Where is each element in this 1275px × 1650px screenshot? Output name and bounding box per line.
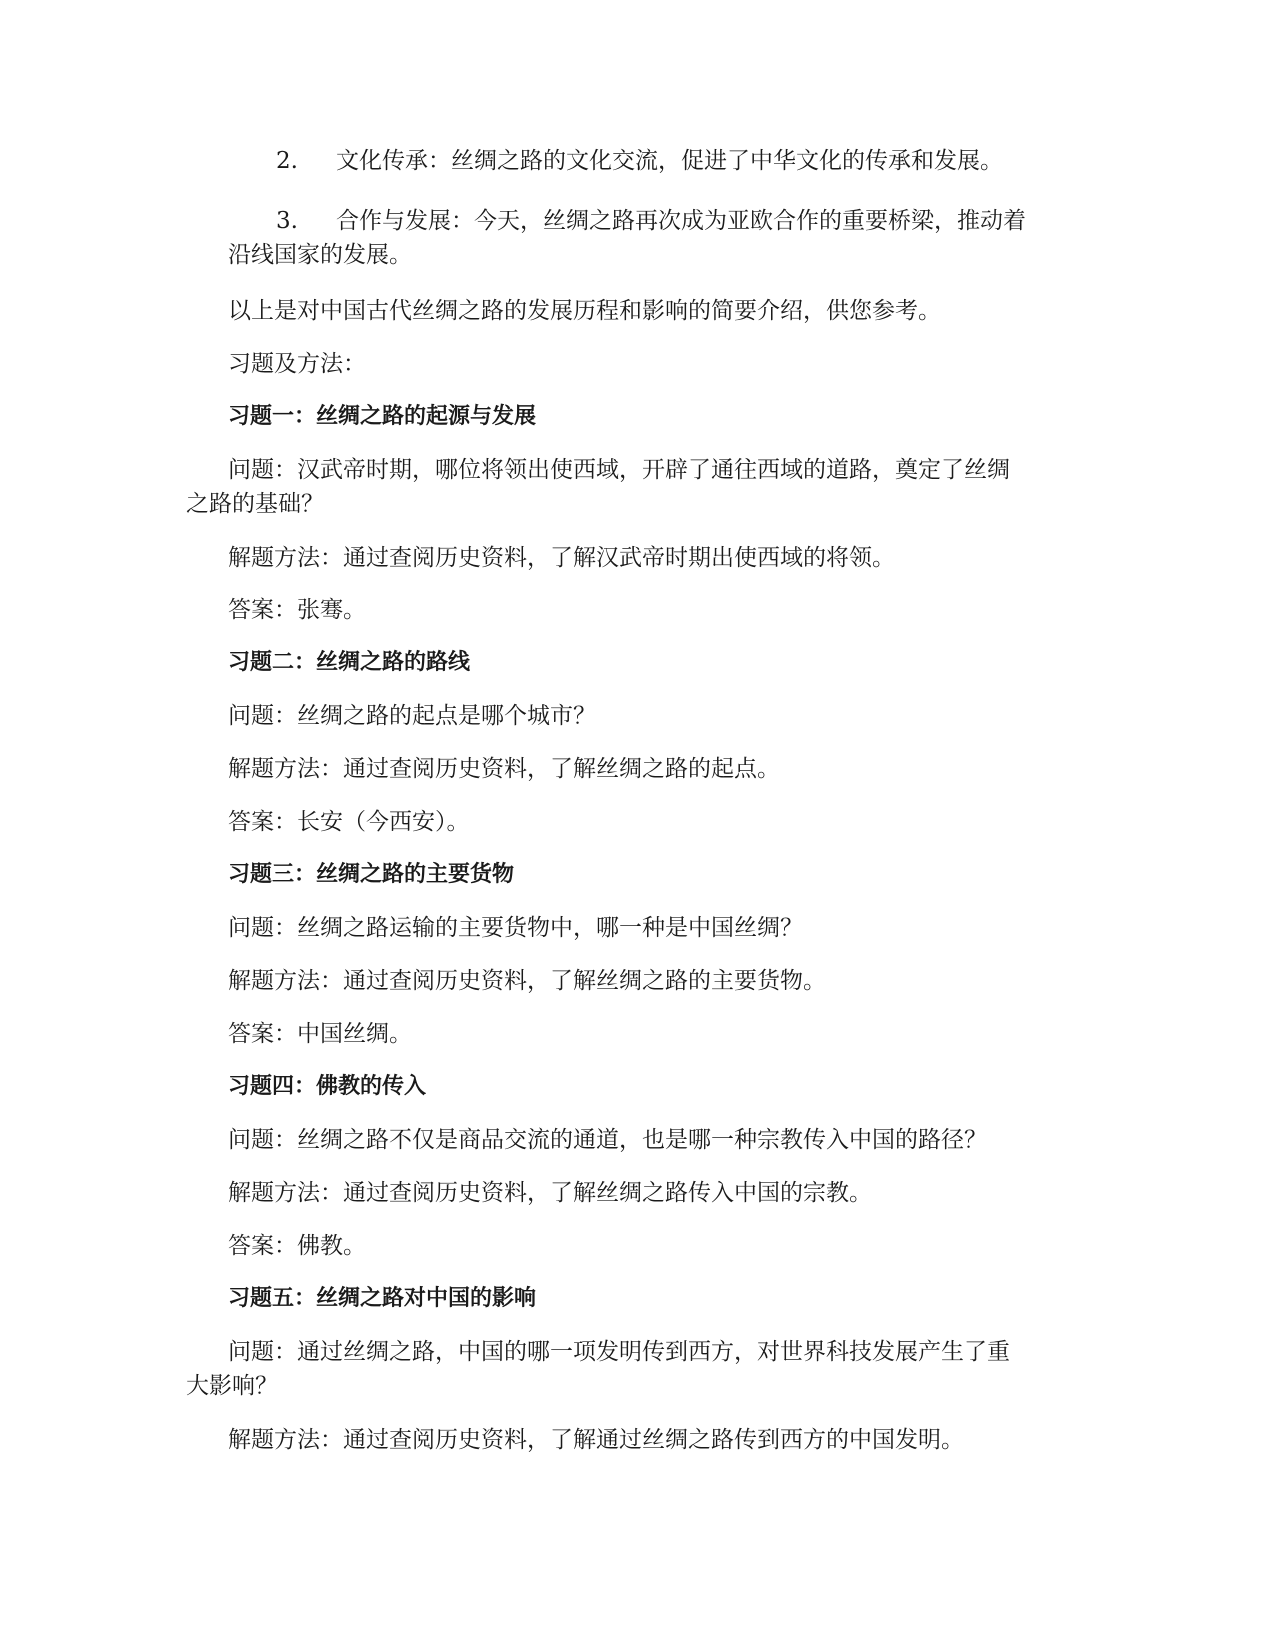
exercise-question: 问题：丝绸之路不仅是商品交流的通道，也是哪一种宗教传入中国的路径？ bbox=[228, 1127, 987, 1153]
exercise-question-cont: 之路的基础？ bbox=[186, 491, 324, 517]
exercise-method: 解题方法：通过查阅历史资料，了解汉武帝时期出使西域的将领。 bbox=[228, 545, 895, 571]
list-number: 3. bbox=[276, 208, 298, 234]
list-item-text: 文化传承：丝绸之路的文化交流，促进了中华文化的传承和发展。 bbox=[336, 148, 1003, 174]
exercise-title: 习题二：丝绸之路的路线 bbox=[228, 650, 471, 675]
exercise-answer: 答案：张骞。 bbox=[228, 597, 366, 623]
exercise-method: 解题方法：通过查阅历史资料，了解通过丝绸之路传到西方的中国发明。 bbox=[228, 1427, 964, 1453]
exercise-title: 习题四：佛教的传入 bbox=[228, 1074, 427, 1099]
exercise-answer: 答案：中国丝绸。 bbox=[228, 1021, 412, 1047]
exercise-answer: 答案：长安（今西安）。 bbox=[228, 809, 470, 835]
exercises-heading: 习题及方法： bbox=[228, 351, 366, 377]
exercise-method: 解题方法：通过查阅历史资料，了解丝绸之路的主要货物。 bbox=[228, 968, 826, 994]
exercise-title: 习题一：丝绸之路的起源与发展 bbox=[228, 404, 537, 429]
summary-paragraph: 以上是对中国古代丝绸之路的发展历程和影响的简要介绍，供您参考。 bbox=[228, 298, 941, 324]
list-item-text: 合作与发展：今天，丝绸之路再次成为亚欧合作的重要桥梁，推动着 bbox=[336, 208, 1026, 234]
exercise-question: 问题：丝绸之路的起点是哪个城市？ bbox=[228, 703, 596, 729]
list-number: 2. bbox=[276, 148, 298, 174]
exercise-title: 习题五：丝绸之路对中国的影响 bbox=[228, 1286, 537, 1311]
exercise-question: 问题：通过丝绸之路，中国的哪一项发明传到西方，对世界科技发展产生了重 bbox=[228, 1339, 1010, 1365]
exercise-method: 解题方法：通过查阅历史资料，了解丝绸之路传入中国的宗教。 bbox=[228, 1180, 872, 1206]
exercise-method: 解题方法：通过查阅历史资料，了解丝绸之路的起点。 bbox=[228, 756, 780, 782]
exercise-question: 问题：丝绸之路运输的主要货物中，哪一种是中国丝绸？ bbox=[228, 915, 803, 941]
exercise-answer: 答案：佛教。 bbox=[228, 1233, 366, 1259]
list-item-text-cont: 沿线国家的发展。 bbox=[228, 242, 412, 268]
exercise-question: 问题：汉武帝时期，哪位将领出使西域，开辟了通往西域的道路，奠定了丝绸 bbox=[228, 457, 1010, 483]
exercise-title: 习题三：丝绸之路的主要货物 bbox=[228, 862, 515, 887]
exercise-question-cont: 大影响？ bbox=[186, 1373, 278, 1399]
